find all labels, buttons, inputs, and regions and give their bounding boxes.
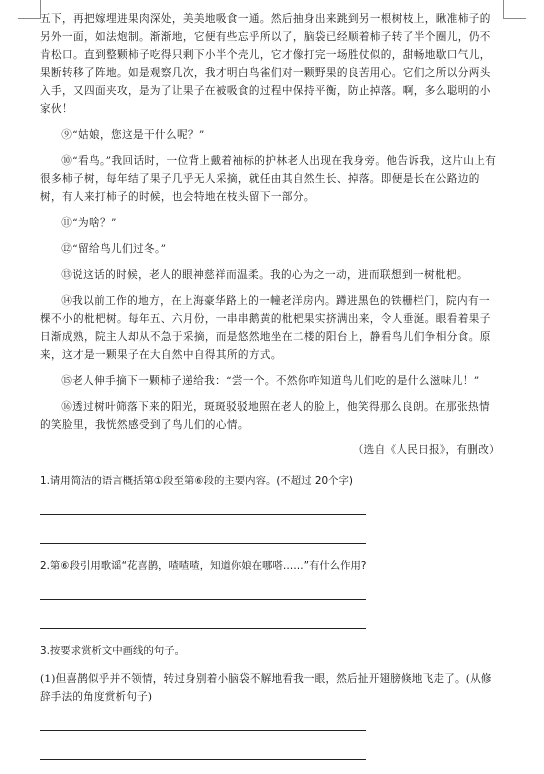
- answer-line[interactable]: [40, 628, 366, 629]
- question-3: [40, 643, 500, 760]
- paragraph-11: ⑪“为啥？”: [61, 217, 117, 229]
- answer-line[interactable]: [40, 543, 366, 544]
- page-corner-mark-left: [18, 0, 41, 19]
- source-citation: （选自《人民日报》，有删改）: [352, 444, 500, 456]
- paragraph-13: ⑬说这话的时候，老人的眼神慈祥而温柔。我的心为之一动，进而联想到一树枇杷。: [61, 269, 468, 281]
- paragraph-15: ⑮老人伸手摘下一颗柿子递给我：“尝一个。不然你咋知道鸟儿们吃的是什么滋味儿！”: [61, 375, 480, 387]
- page-corner-mark-right: [503, 0, 526, 19]
- paragraph-10: ⑩“看鸟。”我回话时，一位背上戴着袖标的护林老人出现在我身旁。他告诉我，这片山上有很多柿子树，每年结了果子几乎无人采摘，就任由其自然生长、掉落。即便是长在公路边的树，有人来打柿子的时候，也会特地在枝头留下一部分。: [40, 155, 497, 203]
- paragraph-12: ⑫“留给鸟儿们过冬。”: [61, 243, 167, 255]
- answer-line[interactable]: [40, 759, 366, 760]
- answer-line[interactable]: [40, 599, 366, 600]
- paragraph-14: ⑭我以前工作的地方，在上海豪华路上的一幢老洋房内。蹲进黑色的铁栅栏门，院内有一棵不小的枇杷树。每年五、六月份，一串串鹅黄的枇杷果实挤满出来，令人垂涎。眼看着果子日渐成熟，院主人却从不急于采摘，而是悠然地坐在二楼的阳台上，静看鸟儿们争相分食。原来，这才是一颗果子在大自然中自得其所的方式。: [40, 295, 491, 361]
- document-page: [40, 10, 500, 774]
- question-2: [40, 558, 500, 629]
- question-3-text: 3.按要求赏析文中画线的句子。: [40, 645, 185, 657]
- answer-line[interactable]: [40, 730, 366, 731]
- question-1: [40, 473, 500, 544]
- paragraph-continued: 五下，再把嫁埋进果肉深处，美美地吸食一通。然后抽身出来跳到另一根树枝上，瞅准柿子的另外一面，如法炮制。渐渐地，它便有些忘乎所以了，脑袋已经顺着柿子转了半个圈儿，仍不肯松口。直到整颗柿子吃得只剩下小半个壳儿，它才像打完一场胜仗似的，甜畅地歇口气儿，果断转移了阵地。如是观察几次，我才明白鸟雀们对一颗野果的良苦用心。它们之所以分两头入手，又四面夹攻，是为了让果子在被吸食的过程中保持平衡，防止掉落。啊，多么聪明的小家伙！: [40, 13, 491, 115]
- question-1-text: 1.请用简洁的语言概括第①段至第⑥段的主要内容。(不超过 20个字): [40, 475, 353, 487]
- paragraph-9: ⑨“姑娘，您这是干什么呢？”: [61, 129, 205, 141]
- paragraph-16: ⑯透过树叶筛落下来的阳光，斑斑驳驳地照在老人的脸上，他笑得那么良朗。在那张热情的笑脸里，我恍然感受到了鸟儿们的心情。: [40, 401, 490, 431]
- question-3-1-text: (1)但喜鹊似乎并不领情，转过身别着小脑袋不解地看我一眼，然后扯开翅膀倏地飞走了。(从修辞手法的角度赏析句子): [40, 673, 492, 703]
- answer-line[interactable]: [40, 514, 366, 515]
- question-2-text: 2.第⑥段引用歌谣“花喜鹊，喳喳喳，知道你娘在哪嗒……”有什么作用?: [40, 560, 367, 572]
